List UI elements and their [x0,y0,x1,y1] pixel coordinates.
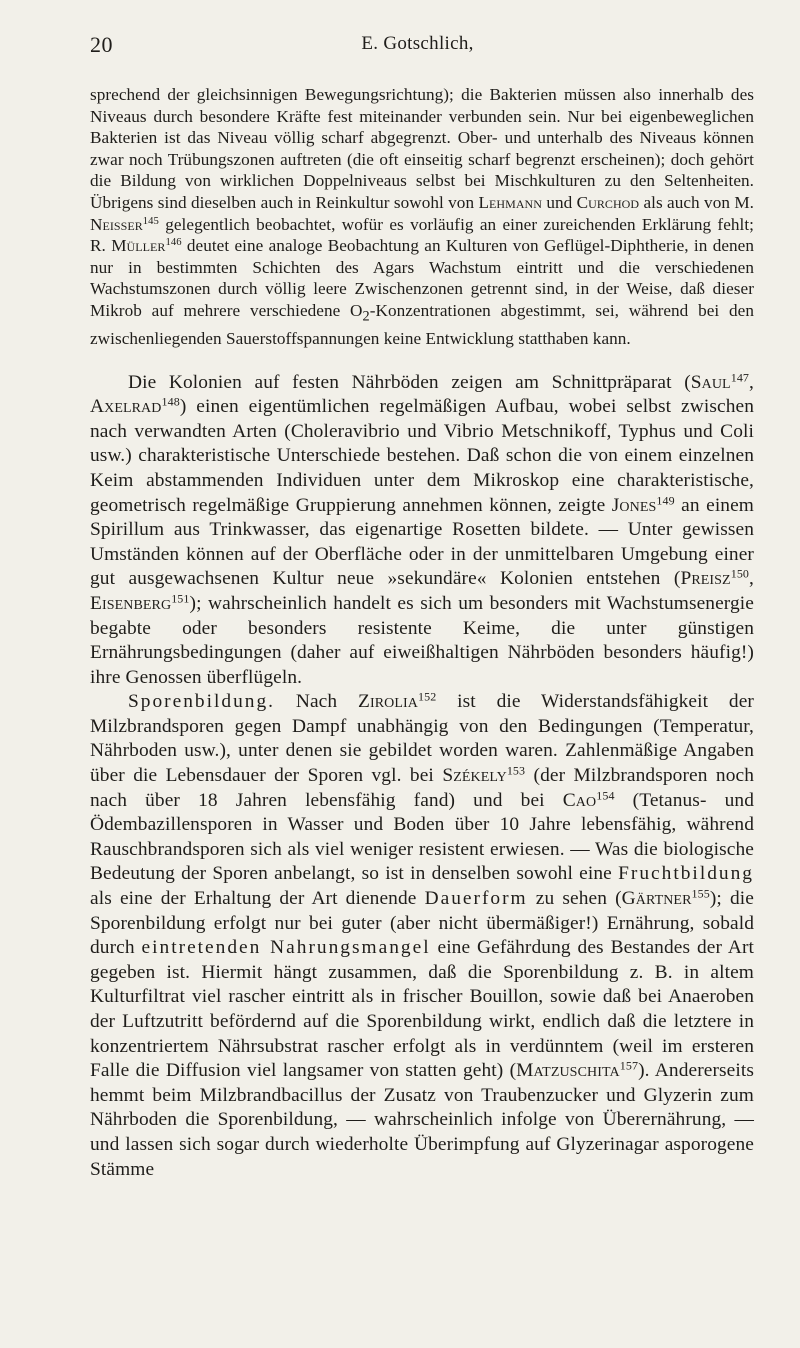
emphasized-term: eintretenden Nahrungsmangel [141,937,431,959]
footnote-ref: 150 [730,566,750,581]
footnote-ref: 146 [165,237,182,249]
footnote-ref: 145 [142,215,159,227]
text-run: und [541,192,577,212]
text-run: an einem Spirillum aus Trinkwasser, das eigenartige Rosetten bildete. — Unter gewissen Umständen können auf der Oberfläche oder in der unmittelbaren Umgebung einer gut ausgewachsenen Kultur neue »sekundäre« Kolonien entstehen ( [90,494,754,590]
author-name: Müller [111,236,166,256]
footnote-ref: 149 [656,492,675,507]
footnote-ref: 151 [171,591,190,606]
page-body [90,84,754,1182]
footnote-ref: 154 [596,788,615,803]
author-name: Gärtner [621,888,692,910]
author-name: Lehmann [478,192,542,212]
author-name: Jones [611,494,657,516]
text-run: ); die Sporenbildung erfolgt nur bei guter (aber nicht übermäßiger!) Ernährung, sobald durch [90,888,754,959]
text-run: als eine der Erhaltung der Art dienende [90,888,425,910]
text-run: ist die Widerstandsfähigkeit der Milzbrandsporen gegen Dampf unabhängig von den Bedingungen (Temperatur, Nährboden usw.), unter denen sie gebildet worden waren. Zahlenmäßige Angaben über die Lebensdauer der Sporen vgl. bei [90,691,754,787]
author-name: Eisenberg [90,592,172,614]
subscript: 2 [362,308,370,325]
author-name: Székely [442,765,507,787]
text-run: gelegentlich beobachtet, wofür es vorläufig an einer zureichenden Erklärung fehlt; R. [90,214,754,256]
author-name: Neisser [90,214,143,234]
text-run: Nach [275,691,358,713]
author-name: Matzuschita [516,1060,620,1082]
footnote-ref: 147 [730,369,750,384]
author-name: Saul [690,371,731,393]
section-keyword: Sporenbildung. [128,691,276,713]
text-run: , [749,568,754,590]
page-number: 20 [90,32,113,57]
paragraph-sporenbildung [90,690,754,1182]
text-run: deutet eine analoge Beobachtung an Kulturen von Geflügel-Diphtherie, in denen nur in bestimmten Schichten des Agars Wachstum eintritt und die verschiedenen Wachstumszonen durch völlig leere Zwischenzonen getrennt sind, in der Weise, daß dieser Mikrob auf mehrere verschiedene O [90,236,755,320]
author-name: Zirolia [358,691,418,713]
text-run: ); wahrscheinlich handelt es sich um besonders mit Wachstumsenergie begabte oder besonders resistente Keime, die unter günstigen Ernährungsbedingungen (daher auf eiweißhaltigen Nährböden besonders häufig!) ihre Genossen überflügeln. [90,592,754,688]
text-run: eine Gefährdung des Bestandes der Art gegeben ist. Hiermit hängt zusammen, daß die Sporenbildung z. B. in altem Kulturfiltrat viel rascher eintritt als in frischer Bouillon, sowie daß bei Anaeroben der Luftzutritt befördernd auf die Sporenbildung wirkt, endlich daß die letztere in konzentriertem Nährsubstrat rascher erfolgt als in verdünntem (weil im ersteren Falle die Diffusion viel langsamer von statten geht) ( [90,937,754,1082]
running-title: E. Gotschlich, [361,33,474,54]
footnote-ref: 155 [691,886,710,901]
footnote-ref: 148 [161,394,180,409]
paragraph-kolonien [90,371,754,691]
page-header [90,32,745,56]
text-run: Die Kolonien auf festen Nährböden zeigen am Schnittpräparat ( [128,371,691,393]
text-run: (der Milzbrandsporen noch nach über 18 Jahren lebensfähig fand) und bei [90,765,754,811]
emphasized-term: Dauerform [424,888,528,910]
footnote-ref: 157 [619,1058,639,1073]
text-run: -Konzentrationen abgestimmt, sei, während bei den zwischenliegenden Sauerstoffspannungen keine Entwicklung statthaben kann. [90,300,754,348]
author-name: Preisz [680,568,731,590]
text-run: sprechend der gleichsinnigen Bewegungsrichtung); die Bakterien müssen also innerhalb des Niveaus durch besondere Kräfte fest miteinander verbunden sein. Nur bei eigenbeweglichen Bakterien ist das Niveau völlig scharf abgegrenzt. Ober- und unterhalb des Niveaus können zwar noch Trübungszonen auftreten (die oft einseitig scharf begrenzt erscheinen); doch gehört die Bildung von wirklichen Doppelniveaus selbst bei Mischkulturen zu den Seltenheiten. Übrigens sind dieselben auch in Reinkultur sowohl von [90,85,754,212]
text-run: als auch von M. [639,192,755,212]
text-run: zu sehen ( [527,888,622,910]
text-run: ). Andererseits hemmt beim Milzbrandbacillus der Zusatz von Traubenzucker und Glyzerin zum Nährboden die Sporenbildung, — wahrscheinlich infolge von Überernährung, — und lassen sich sogar durch wiederholte Überimpfung auf Glyzerinagar asporogene Stämme [90,1060,754,1180]
paragraph-wachstumszonen [90,84,754,350]
text-run: (Tetanus- und Ödembazillensporen in Wasser und Boden über 10 Jahre lebensfähig, während Rauschbrandsporen sich als viel weniger resistent erwiesen. — Was die biologische Bedeutung der Sporen anbelangt, so ist in denselben sowohl eine [90,789,754,885]
footnote-ref: 153 [506,763,526,778]
text-run: , [749,371,754,393]
emphasized-term: Fruchtbildung [618,863,754,885]
text-run: ) einen eigentümlichen regelmäßigen Aufbau, wobei selbst zwischen nach verwandten Arten (Choleravibrio und Vibrio Metschnikoff, Typhus und Coli usw.) charakteristische Unterschiede bestehen. Daß schon die von einem einzelnen Keim abstammenden Individuen unter dem Mikroskop eine charakteristische, geometrisch regelmäßige Gruppierung annehmen können, zeigte [90,396,754,516]
author-name: Axelrad [90,396,162,418]
paragraph-gap [90,350,754,371]
footnote-ref: 152 [417,689,437,704]
author-name: Cao [562,789,597,811]
author-name: Curchod [576,192,640,212]
